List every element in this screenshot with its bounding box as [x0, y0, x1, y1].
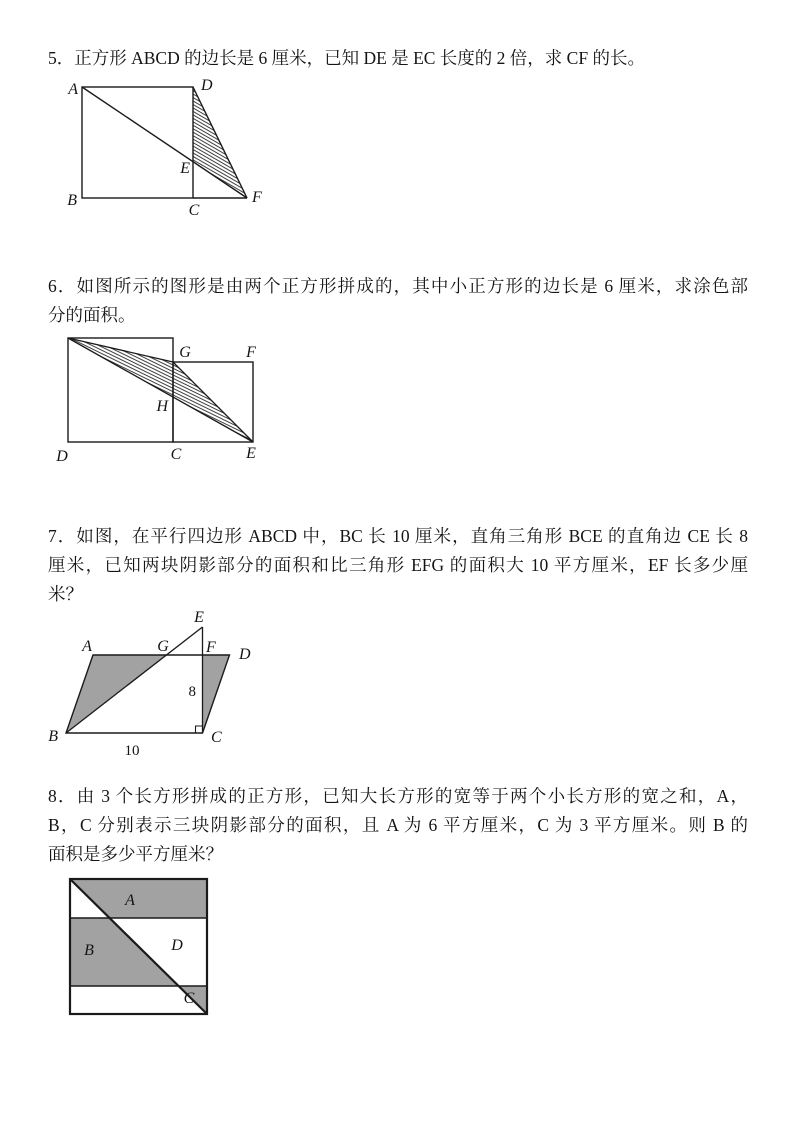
segment-top-to-e — [68, 338, 253, 442]
problem-6-line-2: 分的面积。 — [48, 305, 136, 325]
label-d: D — [201, 77, 213, 94]
problem-6-line-1: 6．如图所示的图形是由两个正方形拼成的，其中小正方形的边长是 6 厘米，求涂色部 — [48, 276, 748, 296]
dim-bc: 10 — [124, 743, 140, 759]
right-angle-mark — [196, 726, 203, 733]
label-f: F — [252, 189, 262, 206]
label-f: F — [206, 639, 216, 656]
label-d: D — [56, 448, 68, 465]
label-f: F — [246, 344, 256, 361]
label-e: E — [194, 609, 204, 626]
label-b: B — [67, 192, 77, 209]
square-abcd — [82, 87, 193, 198]
label-a: A — [68, 81, 78, 98]
problem-7-line-1: 7．如图，在平行四边形 ABCD 中，BC 长 10 厘米，直角三角形 BCE 的直角边 CE 长 8 — [48, 526, 748, 546]
dim-ce: 8 — [188, 684, 196, 700]
figure-7 — [45, 605, 260, 763]
problem-8-line-1: 8．由 3 个长方形拼成的正方形，已知大长方形的宽等于两个小长方形的宽之和，A， — [48, 786, 748, 806]
problem-7-line-2: 厘米，已知两块阴影部分的面积和比三角形 EFG 的面积大 10 平方厘米，EF 长多少厘 — [48, 555, 748, 575]
segment-af — [82, 87, 247, 198]
label-c: C — [183, 990, 195, 1007]
problem-8 — [48, 782, 748, 869]
label-c: C — [188, 202, 200, 219]
figure-8 — [65, 874, 215, 1022]
label-g: G — [157, 638, 169, 655]
figure-6 — [50, 330, 270, 470]
label-e: E — [246, 445, 256, 462]
label-c: C — [170, 446, 182, 463]
label-a: A — [125, 892, 135, 909]
problem-6 — [48, 272, 748, 330]
label-d: D — [239, 646, 251, 663]
problem-8-line-2: B，C 分别表示三块阴影部分的面积，且 A 为 6 平方厘米，C 为 3 平方厘米。则 B 的 — [48, 815, 748, 835]
figure-5 — [55, 75, 270, 223]
problem-7 — [48, 522, 748, 609]
label-e: E — [180, 160, 190, 177]
label-h: H — [156, 398, 168, 415]
label-g: G — [179, 344, 191, 361]
problem-7-line-3: 米？ — [48, 584, 83, 604]
problem-5-line-1: 5．正方形 ABCD 的边长是 6 厘米，已知 DE 是 EC 长度的 2 倍，求 CF 的长。 — [48, 48, 645, 68]
problem-5 — [48, 44, 748, 73]
label-d: D — [171, 937, 183, 954]
label-b: B — [84, 942, 94, 959]
label-c: C — [211, 729, 222, 746]
problem-8-line-3: 面积是多少平方厘米？ — [48, 844, 223, 864]
label-b: B — [48, 728, 58, 745]
label-a: A — [82, 638, 92, 655]
